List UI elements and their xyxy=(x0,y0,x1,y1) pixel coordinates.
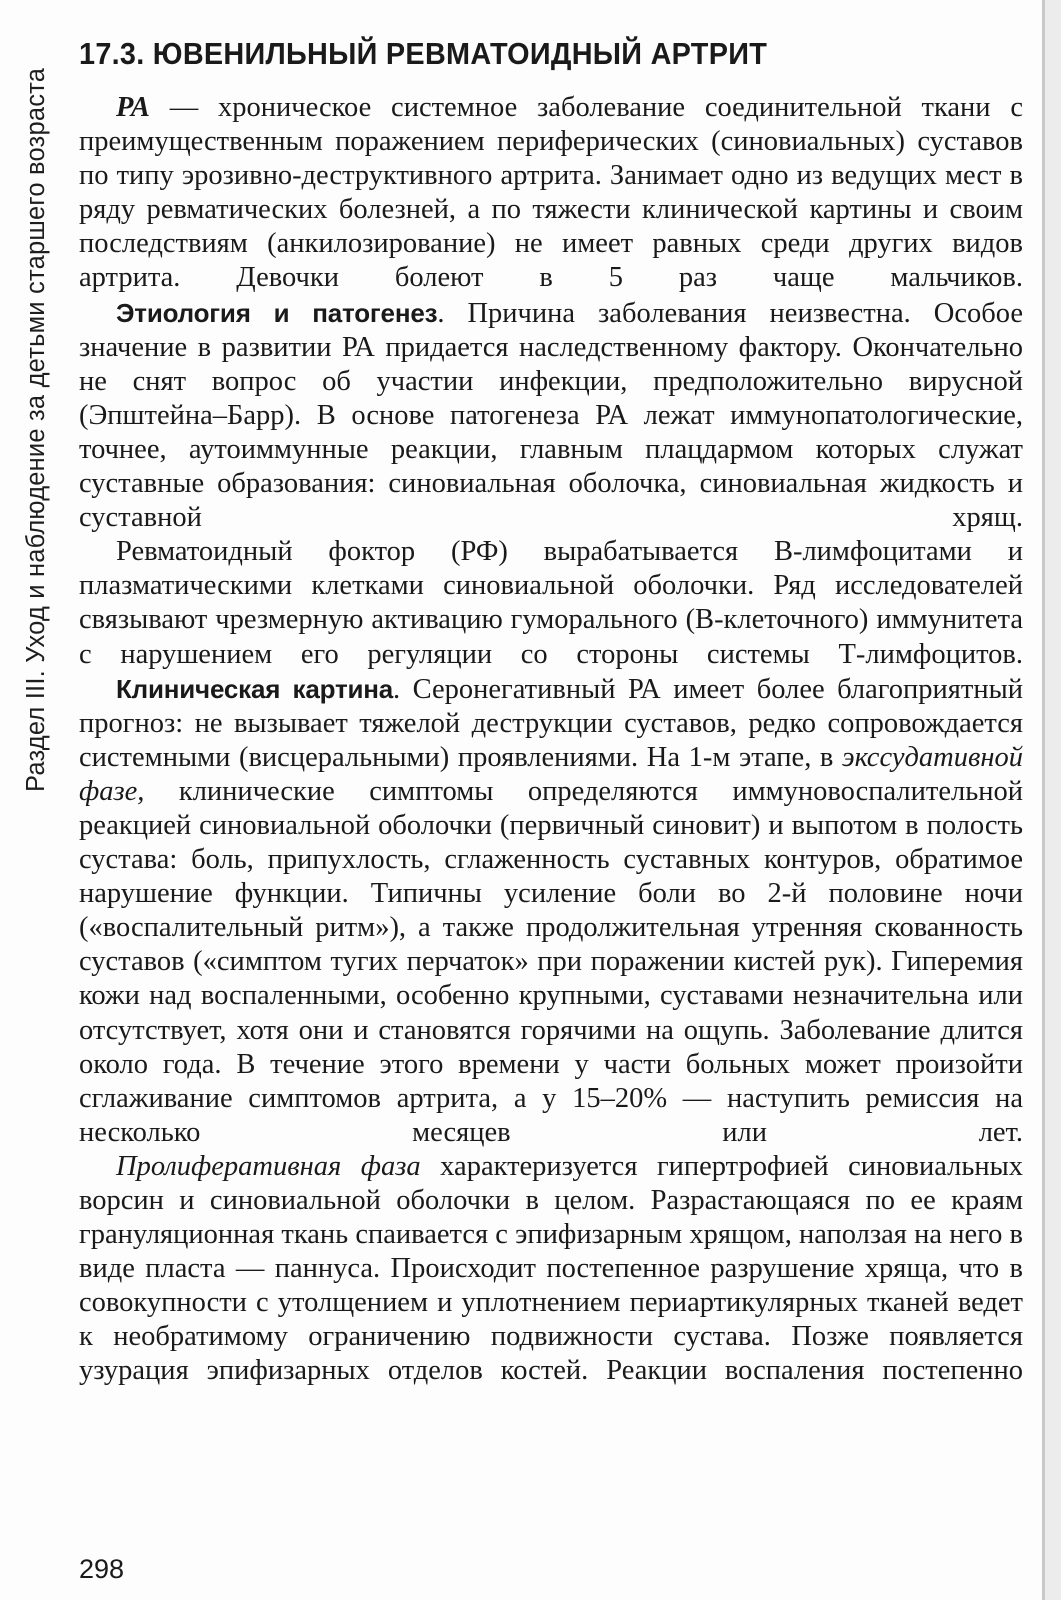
running-head: Раздел III. Уход и наблюдение за детьми старшего возраста xyxy=(22,67,50,792)
paragraph-clinical xyxy=(79,672,1023,1150)
term-exudative-phase: экссудативной фазе, xyxy=(79,741,1023,807)
paragraph-text: Ревматоидный фоктор (РФ) вырабатывается В-лимфоцитами и плазматическими клетками синовиальной оболочки. Ряд исследователей связывают чрезмерную активацию гуморального (В-клеточного) иммунитета с нарушением его регуляции со стороны системы Т-лимфоцитов. xyxy=(79,536,1023,670)
paragraph-definition xyxy=(79,91,1023,296)
term-proliferative-phase: Пролиферативная фаза xyxy=(116,1150,421,1182)
term-ra: РА xyxy=(116,92,150,123)
paragraph-text: характеризуется гипертрофией синовиальных ворсин и синовиальной оболочки в целом. Разрастающаяся по ее краям грануляционная ткань спаивается с эпифизарным хрящом, наползая на него в виде пласта — паннуса. Происходит постепенное разрушение хряща, что в совокупности с утолщением и уплотнением периартикулярных тканей ведет к необратимому ограничению подвижности сустава. Позже появляется узурация эпифизарных отделов костей. Реакции воспаления постепенно xyxy=(79,1150,1023,1387)
paragraph-text: клинические симптомы определяются иммуновоспалительной реакцией синовиальной оболочки (первичный синовит) и выпотом в полость сустава: боль, припухлость, сглаженность суставных контуров, обратимое нарушение функции. Типичны усиление боли во 2-й половине ночи («воспалительный ритм»), а также продолжительная утренняя скованность суставов («симптом тугих перчаток» при поражении кистей рук). Гиперемия кожи над воспаленными, особенно крупными, суставами незначительна или отсутствует, хотя они и становятся горячими на ощупь. Заболевание длится около года. В течение этого времени у части больных может произойти сглаживание симптомов артрита, а у 15–20% — наступить ремиссия на несколько месяцев или лет. xyxy=(79,775,1023,1148)
heading-etiology: Этиология и патогенез xyxy=(116,297,438,328)
body-text xyxy=(79,91,1023,1389)
page-edge-line xyxy=(1042,0,1045,1600)
paragraph-proliferative xyxy=(79,1150,1023,1389)
paragraph-rheumatoid-factor xyxy=(79,535,1023,671)
paragraph-text: . Причина заболевания неизвестна. Особое значение в развитии РА придается наследственному фактору. Окончательно не снят вопрос об участии инфекции, предположительно вирусной (Эпштейна–Барр). В основе патогенеза РА лежат иммунопатологические, точнее, аутоиммунные реакции, главным плацдармом которых служат суставные образования: синовиальная оболочка, синовиальная жидкость и суставной хрящ. xyxy=(79,297,1023,534)
paragraph-text: . Серонегативный РА имеет более благоприятный прогноз: не вызывает тяжелой деструкции суставов, редко сопровождается системными (висцеральными) проявлениями. На 1-м этапе, в xyxy=(79,673,1023,773)
paragraph-text: — хроническое системное заболевание соединительной ткани с преимущественным поражением периферических (синовиальных) суставов по типу эрозивно-деструктивного артрита. Занимает одно из ведущих мест в ряду ревматических болезней, а по тяжести клинической картины и своим последствиям (анкилозирование) не имеет равных среди других видов артрита. Девочки болеют в 5 раз чаще мальчиков. xyxy=(79,92,1023,294)
page-edge-shadow xyxy=(1044,0,1061,1600)
page-number: 298 xyxy=(79,1554,125,1584)
heading-clinical: Клиническая картина xyxy=(116,673,394,704)
paragraph-etiology xyxy=(79,296,1023,536)
section-title: 17.3. ЮВЕНИЛЬНЫЙ РЕВМАТОИДНЫЙ АРТРИТ xyxy=(79,36,768,71)
